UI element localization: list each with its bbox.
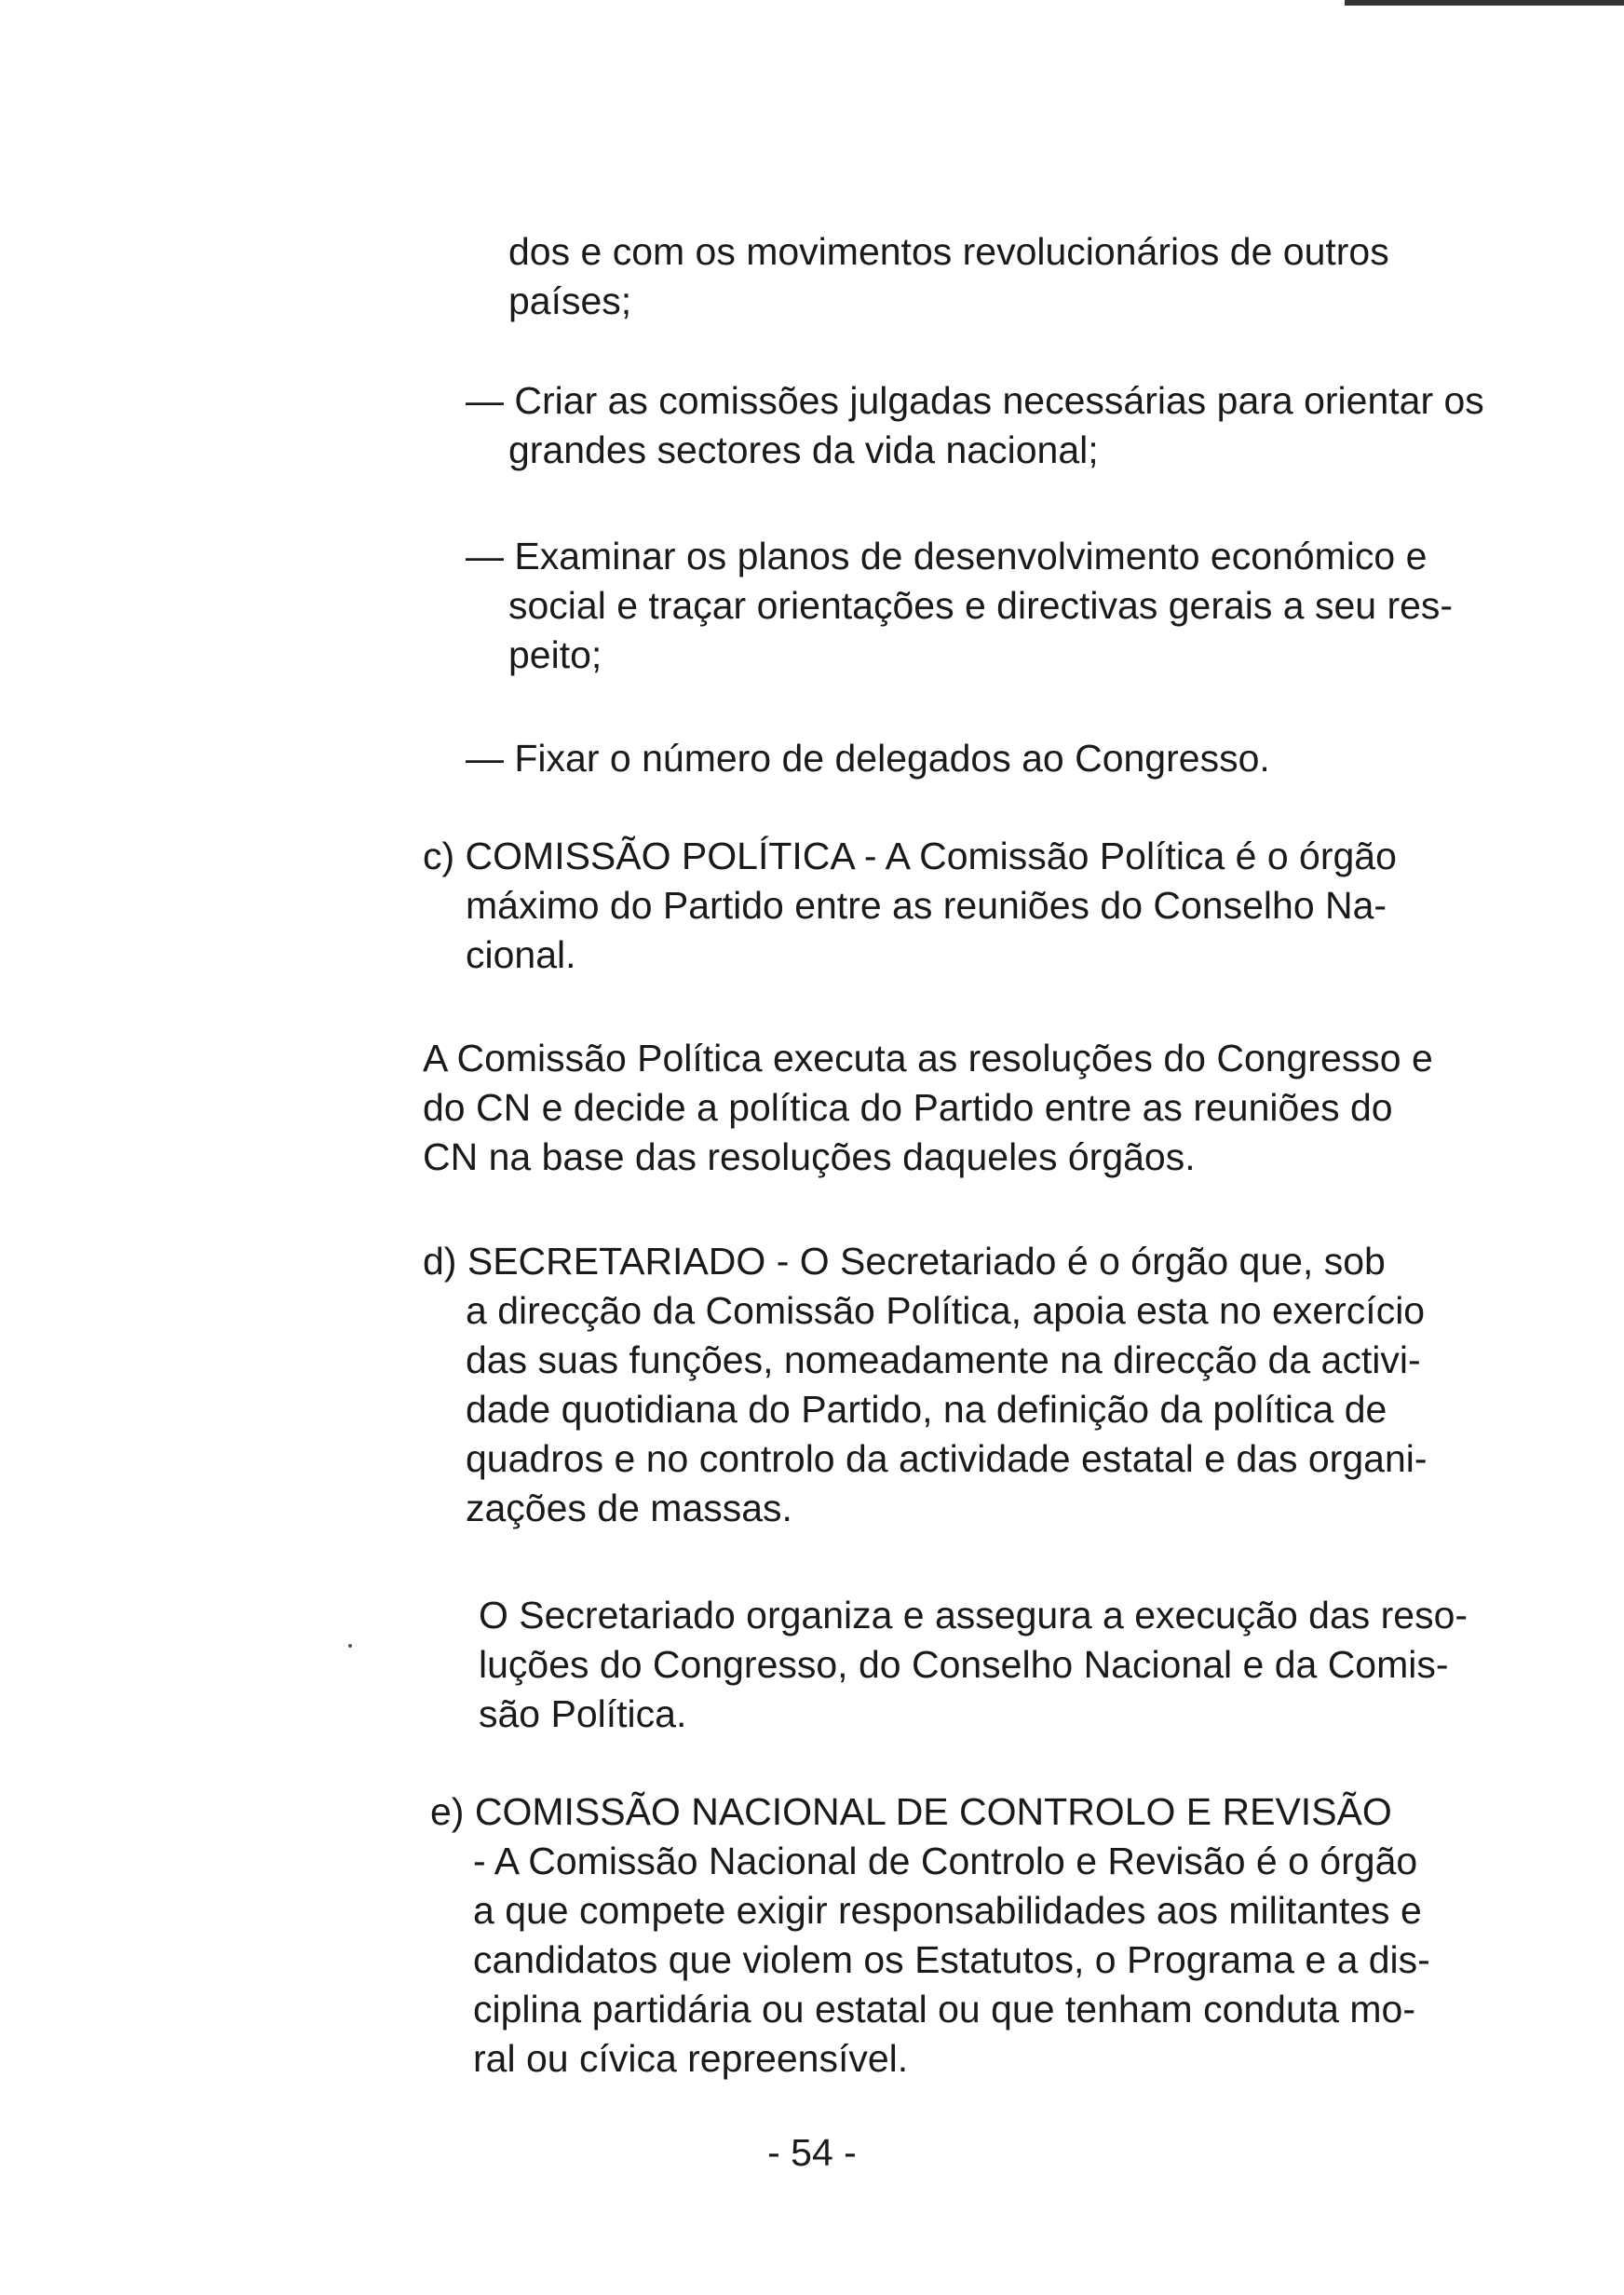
section-heading-line: e) COMISSÃO NACIONAL DE CONTROLO E REVISÃO — [430, 1790, 1392, 1833]
section-heading-line: d) SECRETARIADO - O Secretariado é o órgão que, sob — [423, 1240, 1386, 1283]
bullet-criar-comissoes — [466, 376, 1579, 475]
text-line: candidatos que violem os Estatutos, o Programa e a dis- — [473, 1938, 1430, 1981]
text-line: máximo do Partido entre as reuniões do Conselho Na- — [466, 884, 1387, 927]
scan-edge-line — [1345, 0, 1624, 6]
page-number: - 54 - — [767, 2131, 857, 2174]
text-line: das suas funções, nomeadamente na direcção da activi- — [466, 1338, 1421, 1381]
text-line: são Política. — [479, 1692, 687, 1735]
continuation-paragraph — [508, 227, 1533, 326]
text-line: - A Comissão Nacional de Controlo e Revisão é o órgão — [473, 1840, 1418, 1882]
text-line: do CN e decide a política do Partido entre as reuniões do — [423, 1086, 1393, 1129]
text-line: A Comissão Política executa as resoluções do Congresso e — [423, 1037, 1433, 1080]
text-line: O Secretariado organiza e assegura a execução das reso- — [479, 1594, 1468, 1636]
text-line: a que compete exigir responsabilidades aos militantes e — [473, 1889, 1422, 1932]
text-line: países; — [508, 279, 632, 322]
text-line: a direcção da Comissão Política, apoia esta no exercício — [466, 1289, 1426, 1332]
text-line: dade quotidiana do Partido, na definição da política de — [466, 1388, 1387, 1431]
scan-speck — [348, 1644, 352, 1648]
text-line: cional. — [466, 933, 576, 976]
text-line: CN na base das resoluções daqueles órgãos. — [423, 1135, 1196, 1178]
bullet-examinar-planos — [466, 532, 1579, 680]
text-line: zações de massas. — [466, 1487, 792, 1529]
secretariat-organizes-paragraph — [479, 1591, 1550, 1739]
section-e-comissao-controlo — [430, 1787, 1609, 2084]
text-line: luções do Congresso, do Conselho Nacional e da Comis- — [479, 1643, 1449, 1686]
bullet-fixar-delegados — [466, 734, 1579, 783]
section-d-secretariado — [423, 1237, 1602, 1533]
text-line: grandes sectores da vida nacional; — [508, 428, 1099, 471]
text-line: dos e com os movimentos revolucionários de outros — [508, 230, 1389, 273]
section-heading-line: c) COMISSÃO POLÍTICA - A Comissão Política é o órgão — [423, 835, 1397, 877]
text-line: ciplina partidária ou estatal ou que tenham conduta mo- — [473, 1988, 1415, 2030]
text-line: — Examinar os planos de desenvolvimento económico e — [466, 535, 1428, 577]
text-line: social e traçar orientações e directivas gerais a seu res- — [508, 584, 1454, 627]
text-line: peito; — [508, 633, 602, 676]
commission-executes-paragraph — [423, 1034, 1559, 1182]
text-line: quadros e no controlo da actividade estatal e das organi- — [466, 1437, 1428, 1480]
text-line: — Fixar o número de delegados ao Congresso. — [466, 737, 1270, 780]
section-c-comissao-politica — [423, 832, 1583, 980]
text-line: ral ou cívica repreensível. — [473, 2037, 909, 2080]
text-line: — Criar as comissões julgadas necessárias para orientar os — [466, 379, 1484, 422]
